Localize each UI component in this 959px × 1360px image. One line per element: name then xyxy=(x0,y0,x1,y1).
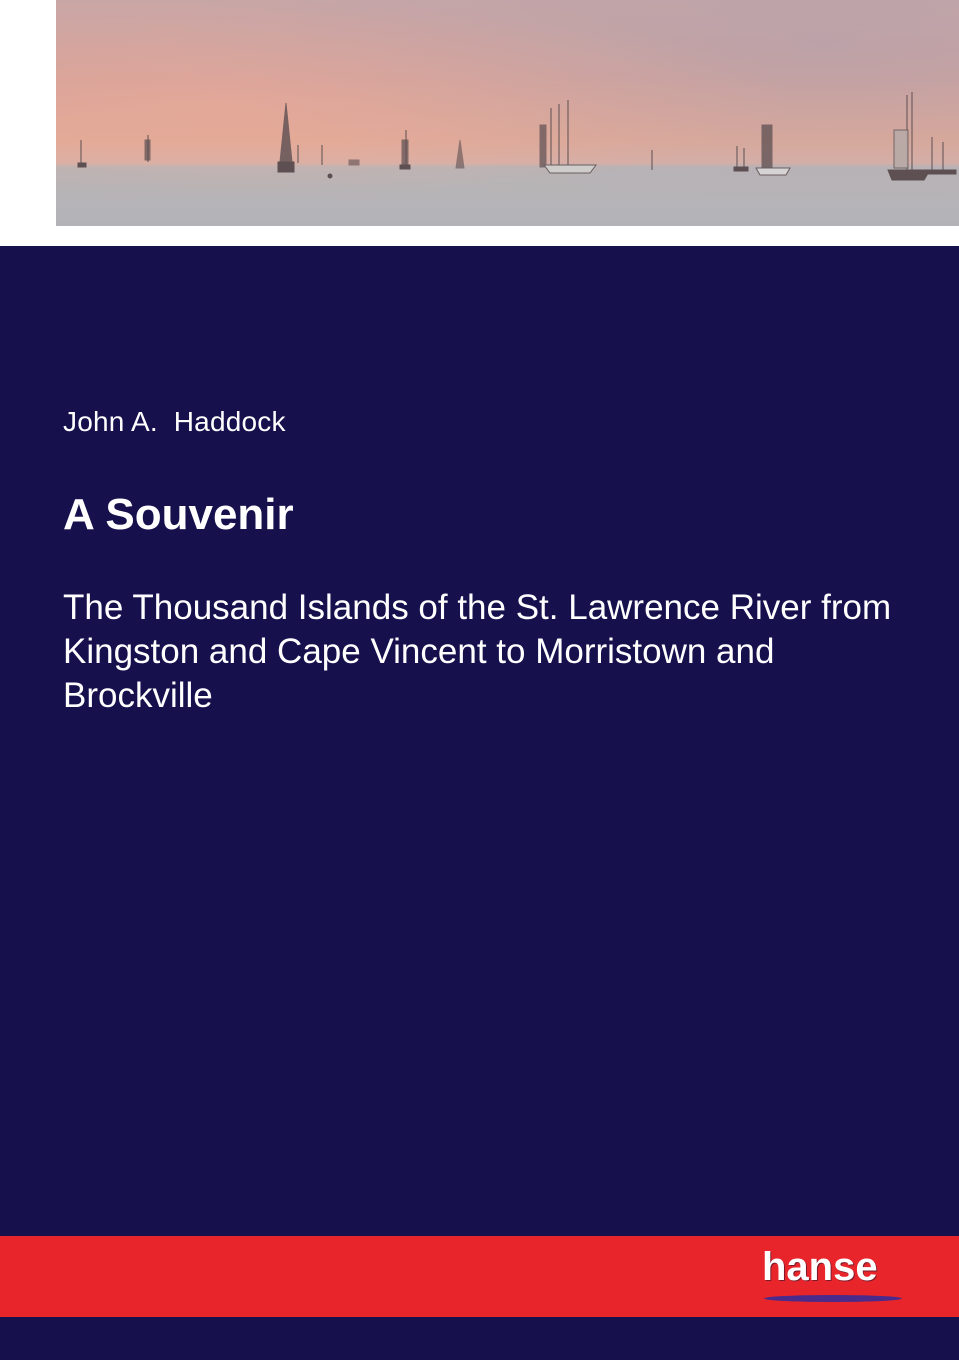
book-author: John A. Haddock xyxy=(63,406,286,437)
cover-photo-tall-ships xyxy=(56,0,959,226)
book-subtitle: The Thousand Islands of the St. Lawrence River from Kingston and Cape Vincent to Morristown and Brockville xyxy=(63,588,892,715)
publisher-logo xyxy=(762,1245,907,1307)
logo-swoosh-icon xyxy=(764,1295,902,1302)
ships-silhouettes xyxy=(56,0,959,226)
publisher-logo-text: hanse xyxy=(762,1245,878,1289)
book-title: A Souvenir xyxy=(63,490,294,539)
